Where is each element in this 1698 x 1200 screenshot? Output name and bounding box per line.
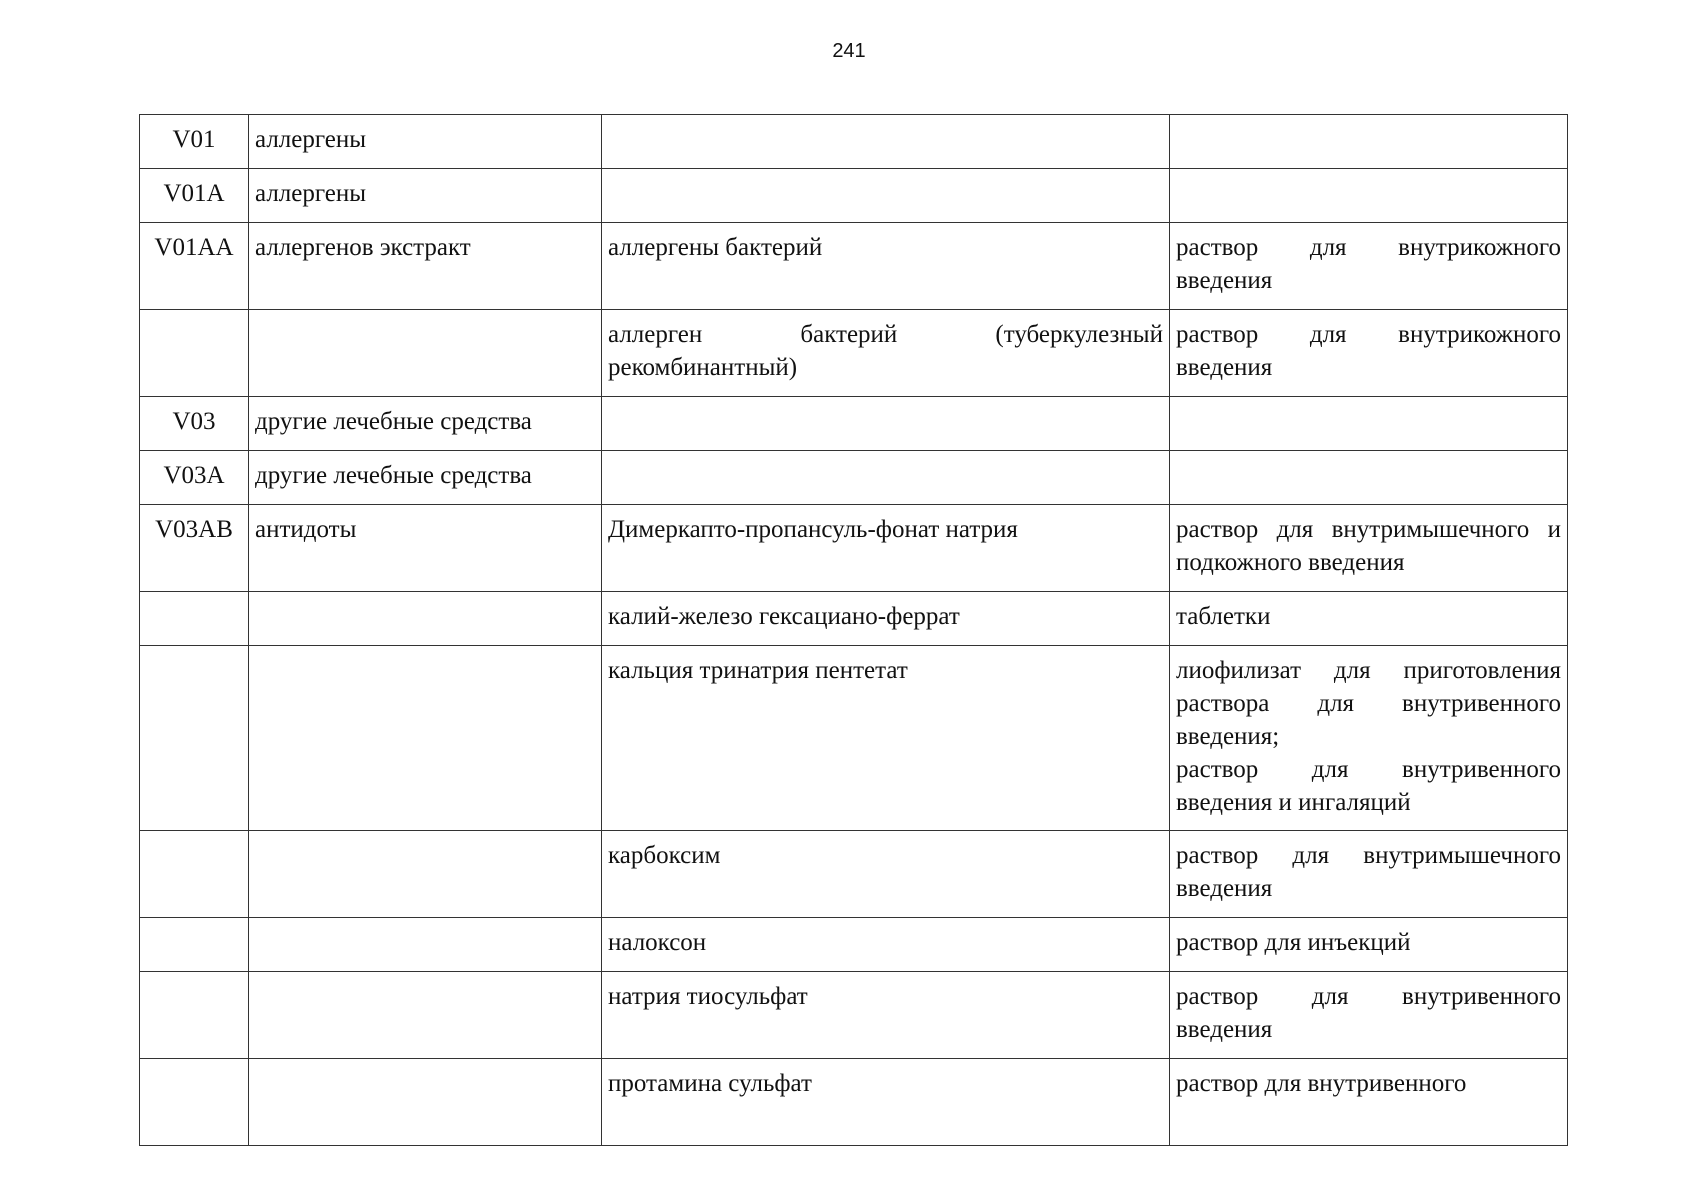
form-line: раствор для внутримышечного введения bbox=[1176, 842, 1561, 902]
drug-cell: натрия тиосульфат bbox=[602, 972, 1170, 1059]
table-row bbox=[140, 592, 1568, 646]
form-cell bbox=[1170, 397, 1568, 451]
group-cell bbox=[249, 1059, 602, 1146]
atc-code-cell: V01AA bbox=[140, 223, 249, 310]
table-row bbox=[140, 505, 1568, 592]
drug-cell: аллерген бактерий (туберкулезный рекомбинантный) bbox=[602, 310, 1170, 397]
form-line: раствор для внутривенного bbox=[1176, 1070, 1467, 1097]
form-line: раствор для внутривенного введения bbox=[1176, 983, 1561, 1043]
form-line: раствор для инъекций bbox=[1176, 929, 1411, 956]
form-cell bbox=[1170, 918, 1568, 972]
table-row bbox=[140, 397, 1568, 451]
group-cell bbox=[249, 918, 602, 972]
atc-code-cell: V01 bbox=[140, 115, 249, 169]
form-cell bbox=[1170, 310, 1568, 397]
form-line: раствор для внутрикожного введения bbox=[1176, 321, 1561, 381]
form-line: раствор для внутримышечного и подкожного введения bbox=[1176, 516, 1561, 576]
group-cell: аллергены bbox=[249, 169, 602, 223]
form-cell bbox=[1170, 115, 1568, 169]
form-cell bbox=[1170, 451, 1568, 505]
form-cell bbox=[1170, 1059, 1568, 1146]
atc-code-cell bbox=[140, 918, 249, 972]
atc-code-cell: V03AB bbox=[140, 505, 249, 592]
table-row bbox=[140, 223, 1568, 310]
atc-code-cell bbox=[140, 592, 249, 646]
form-line: таблетки bbox=[1176, 603, 1271, 630]
atc-code-cell bbox=[140, 831, 249, 918]
drug-cell: налоксон bbox=[602, 918, 1170, 972]
form-cell bbox=[1170, 831, 1568, 918]
form-line: раствор для внутривенного введения и ингаляций bbox=[1176, 756, 1561, 816]
drug-cell: калий-железо гексациано-феррат bbox=[602, 592, 1170, 646]
table-row bbox=[140, 169, 1568, 223]
form-cell bbox=[1170, 592, 1568, 646]
drug-cell bbox=[602, 451, 1170, 505]
atc-code-cell: V03 bbox=[140, 397, 249, 451]
atc-code-cell: V03A bbox=[140, 451, 249, 505]
form-cell bbox=[1170, 223, 1568, 310]
drug-cell: протамина сульфат bbox=[602, 1059, 1170, 1146]
group-cell: аллергенов экстракт bbox=[249, 223, 602, 310]
atc-code-cell: V01A bbox=[140, 169, 249, 223]
drug-cell: кальция тринатрия пентетат bbox=[602, 646, 1170, 831]
table-row bbox=[140, 972, 1568, 1059]
table-row bbox=[140, 115, 1568, 169]
group-cell bbox=[249, 972, 602, 1059]
group-cell bbox=[249, 646, 602, 831]
form-line: лиофилизат для приготовления раствора для внутривенного введения; bbox=[1176, 657, 1561, 750]
form-cell bbox=[1170, 169, 1568, 223]
page-number: 241 bbox=[832, 40, 866, 62]
group-cell bbox=[249, 831, 602, 918]
drug-cell: аллергены бактерий bbox=[602, 223, 1170, 310]
atc-code-cell bbox=[140, 646, 249, 831]
form-cell bbox=[1170, 646, 1568, 831]
drug-cell bbox=[602, 115, 1170, 169]
group-cell bbox=[249, 310, 602, 397]
atc-code-cell bbox=[140, 1059, 249, 1146]
drug-cell: Димеркапто-пропансуль-фонат натрия bbox=[602, 505, 1170, 592]
atc-code-cell bbox=[140, 310, 249, 397]
group-cell: другие лечебные средства bbox=[249, 397, 602, 451]
group-cell bbox=[249, 592, 602, 646]
table-row bbox=[140, 451, 1568, 505]
group-cell: аллергены bbox=[249, 115, 602, 169]
form-cell bbox=[1170, 972, 1568, 1059]
table-row bbox=[140, 1059, 1568, 1146]
form-cell bbox=[1170, 505, 1568, 592]
group-cell: антидоты bbox=[249, 505, 602, 592]
table-row bbox=[140, 831, 1568, 918]
form-line: раствор для внутрикожного введения bbox=[1176, 234, 1561, 294]
atc-code-cell bbox=[140, 972, 249, 1059]
drug-cell bbox=[602, 169, 1170, 223]
drug-cell: карбоксим bbox=[602, 831, 1170, 918]
table-row bbox=[140, 646, 1568, 831]
group-cell: другие лечебные средства bbox=[249, 451, 602, 505]
table-row bbox=[140, 310, 1568, 397]
drug-table bbox=[139, 114, 1568, 1146]
drug-cell bbox=[602, 397, 1170, 451]
table-row bbox=[140, 918, 1568, 972]
